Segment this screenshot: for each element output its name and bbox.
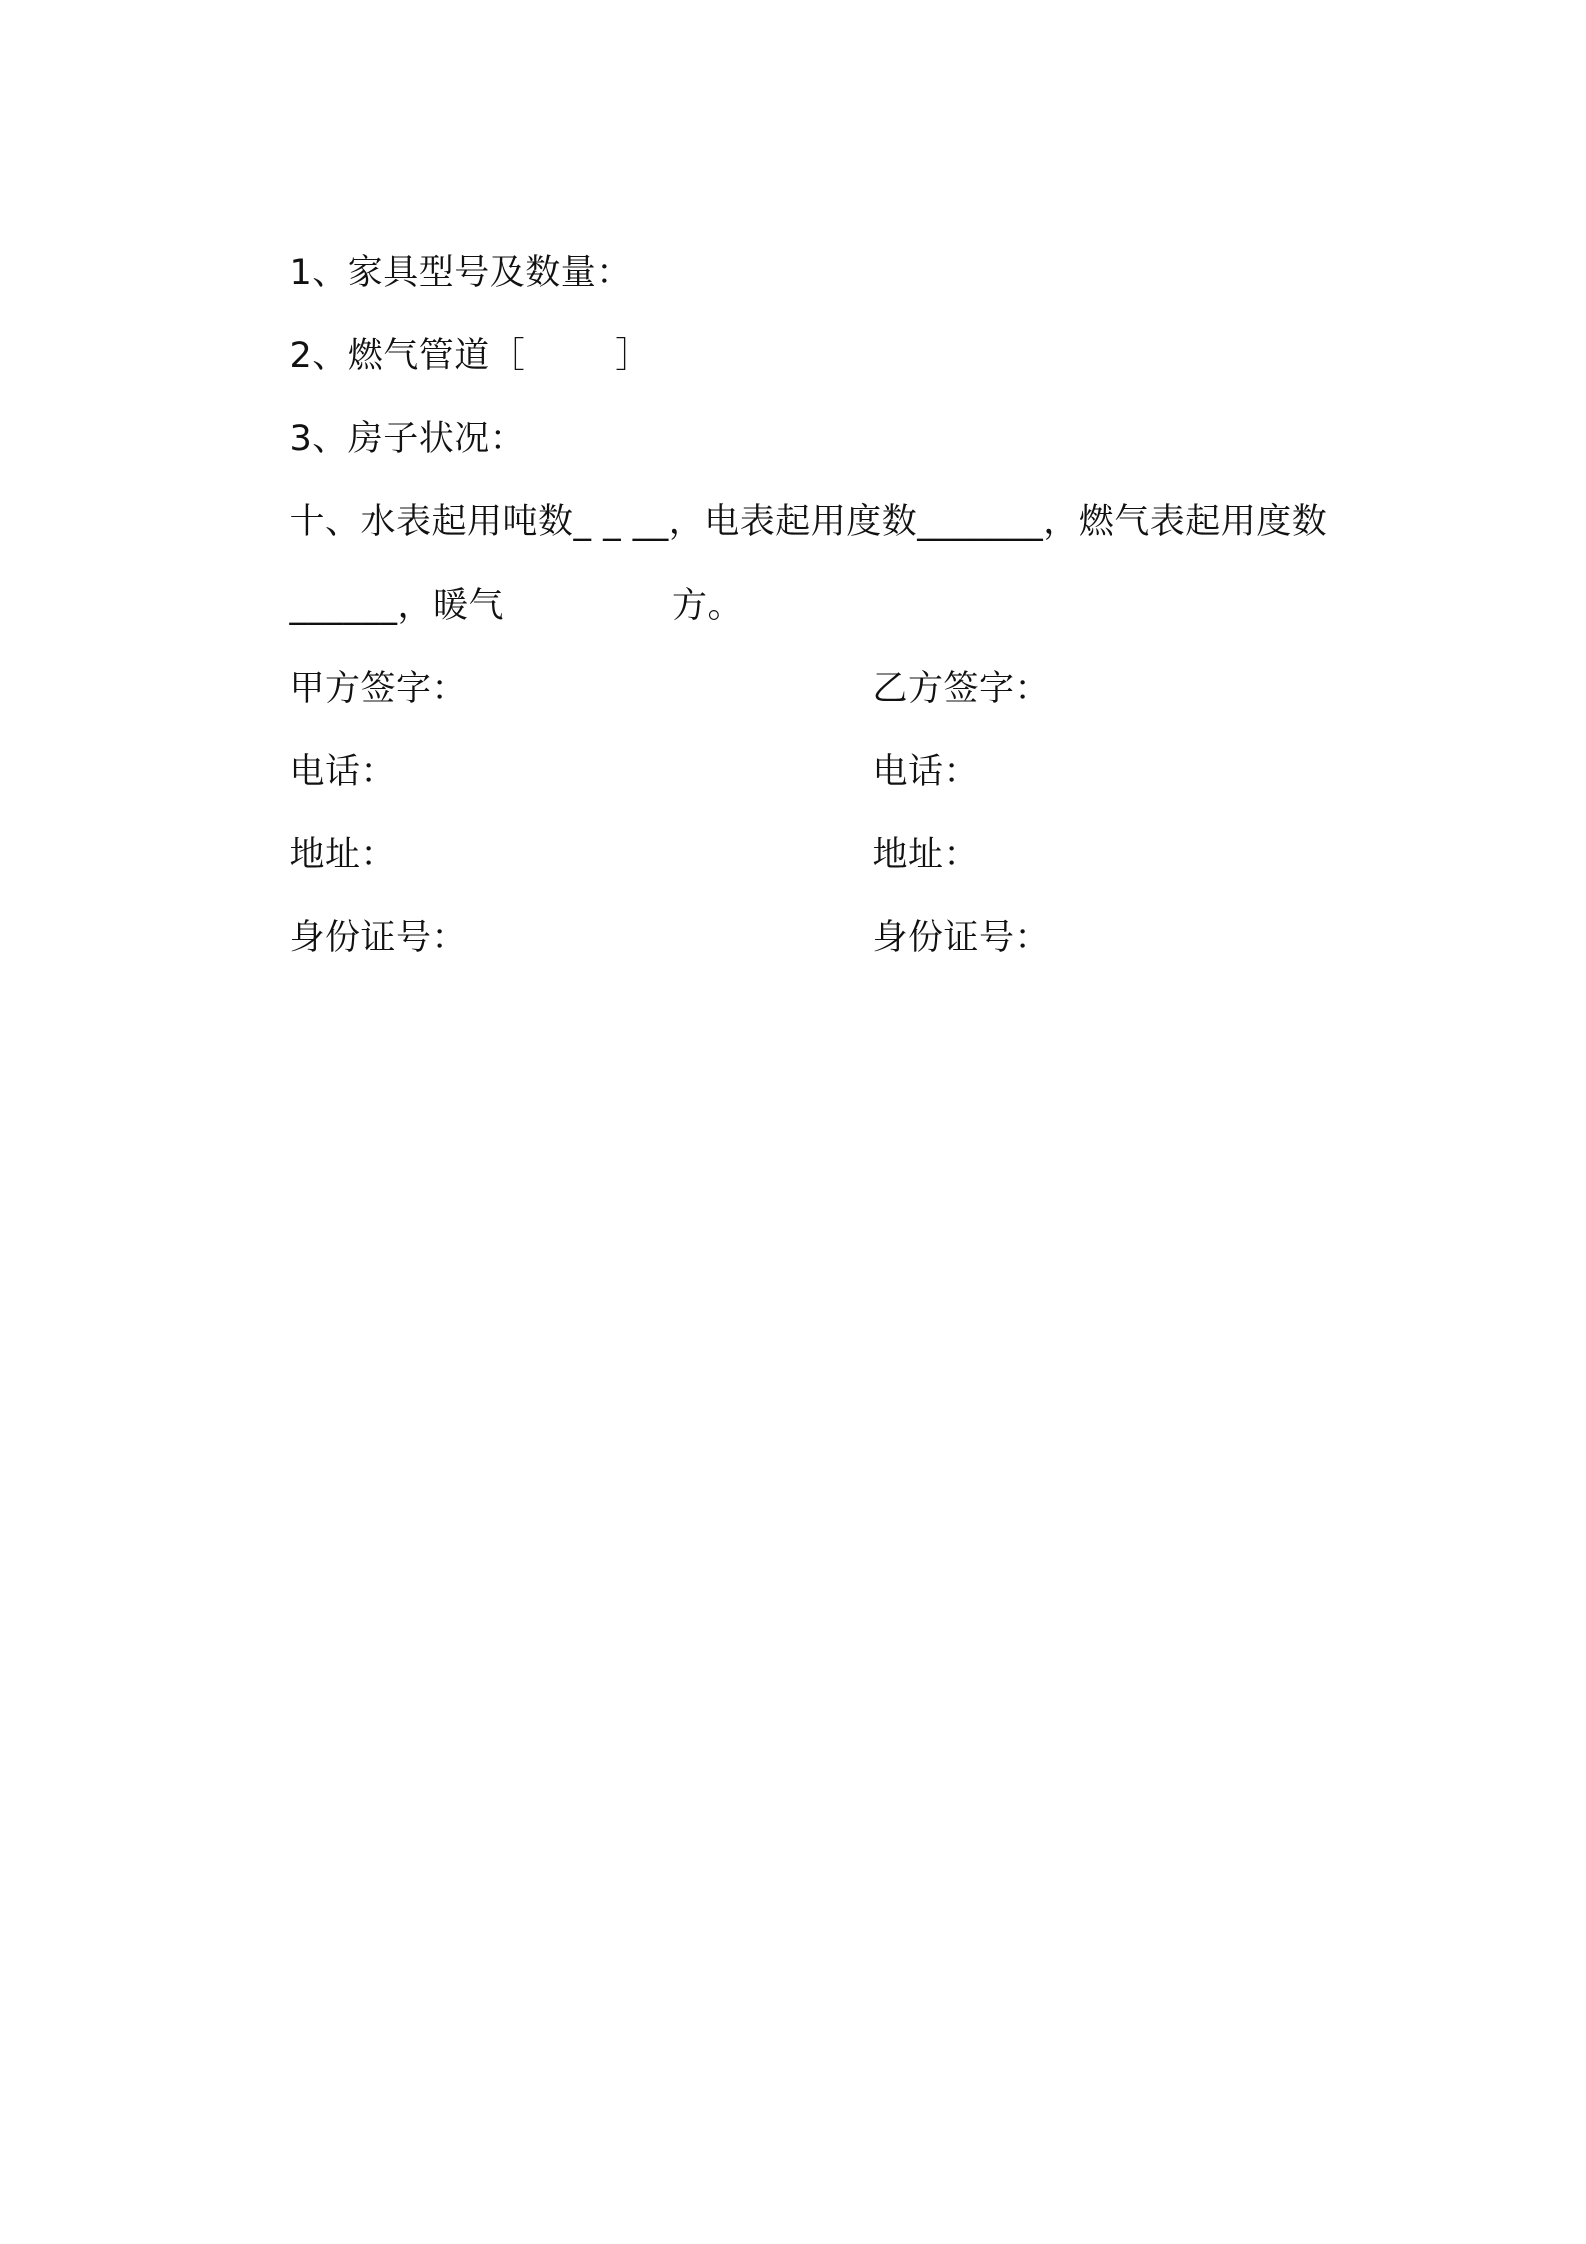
party-a-id bbox=[243, 872, 467, 1004]
meter-reading-text-1: 十、水表起用吨数_ _ __，电表起用度数_______，燃气表起用度数 bbox=[289, 502, 1328, 542]
meter-reading-text-2a: ______，暖气 bbox=[289, 586, 505, 626]
party-b-phone-label: 电话： bbox=[872, 752, 980, 792]
party-a-address-label: 地址： bbox=[289, 835, 397, 875]
furniture-text: 1、家具型号及数量： bbox=[289, 253, 632, 293]
party-a-phone-label: 电话： bbox=[289, 752, 397, 792]
party-b-address-label: 地址： bbox=[872, 835, 980, 875]
gas-pipe-text: 2、燃气管道［ bbox=[289, 336, 526, 376]
party-a-sign-label: 甲方签字： bbox=[289, 669, 468, 709]
party-a-id-label: 身份证号： bbox=[289, 918, 468, 958]
house-status-text: 3、房子状况： bbox=[289, 419, 526, 459]
party-b-id-label: 身份证号： bbox=[872, 918, 1051, 958]
party-b-sign-label: 乙方签字： bbox=[872, 669, 1051, 709]
party-b-id bbox=[826, 872, 1050, 1004]
gas-pipe-close: ］ bbox=[615, 336, 651, 376]
meter-reading-text-2b: 方。 bbox=[672, 586, 744, 626]
